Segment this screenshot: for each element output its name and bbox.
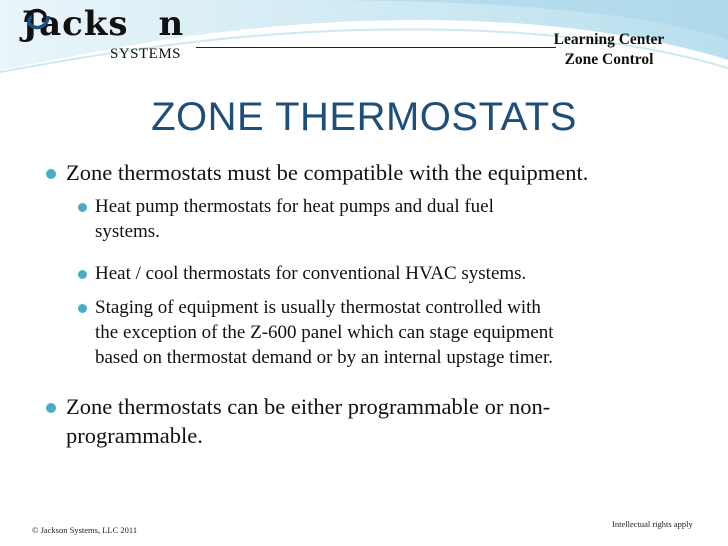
footer-rights: Intellectual rights apply (612, 519, 693, 529)
bullet-line: Zone thermostats can be either programmable or non- (66, 394, 551, 419)
bullet-line: based on thermostat demand or by an internal upstage timer. (95, 347, 553, 368)
logo-swirl-icon (129, 8, 159, 38)
logo-text-prefix: Jacks (22, 4, 129, 44)
header-band (0, 0, 728, 92)
company-logo (22, 4, 184, 44)
bullet-line: the exception of the Z-600 panel which can stage equipment (95, 322, 554, 343)
bullet-line: programmable. (66, 423, 203, 448)
sub-bullet-dot (78, 203, 87, 212)
bullet-line: systems. (95, 221, 160, 242)
header-line-2: Zone Control (564, 51, 654, 68)
slide-title: ZONE THERMOSTATS (151, 95, 577, 139)
bullet-item (66, 392, 706, 450)
bullet-line: Heat / cool thermostats for conventional HVAC systems. (95, 263, 527, 284)
logo-text-suffix: n (158, 4, 185, 44)
sub-bullet-item (95, 194, 695, 244)
bullet-dot (46, 169, 56, 179)
bullet-line: Zone thermostats must be compatible with the equipment. (66, 160, 589, 185)
bullet-line: Heat pump thermostats for heat pumps and dual fuel (95, 196, 494, 217)
sub-bullet-item (95, 261, 695, 286)
bullet-item (66, 158, 706, 187)
sub-bullet-dot (78, 304, 87, 313)
logo-divider (196, 47, 556, 48)
header-line-1: Learning Center (553, 31, 665, 48)
footer-copyright: © Jackson Systems, LLC 2011 (32, 525, 138, 535)
sub-bullet-item (95, 295, 695, 370)
bullet-line: Staging of equipment is usually thermostat controlled with (95, 297, 541, 318)
bullet-dot (46, 403, 56, 413)
logo-subtitle: SYSTEMS (110, 46, 182, 62)
header-label (524, 30, 694, 70)
sub-bullet-dot (78, 270, 87, 279)
